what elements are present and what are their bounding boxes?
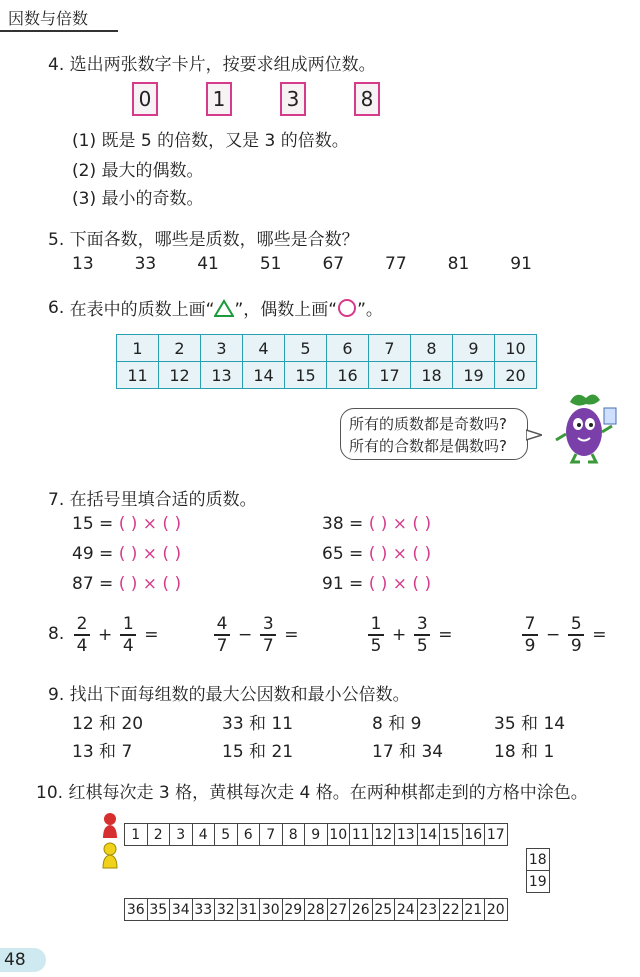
track-cell[interactable]: 7: [260, 824, 283, 846]
q7-right-1: [322, 514, 431, 534]
red-chess-piece-icon: [98, 812, 122, 840]
q7-right-3: [322, 574, 431, 594]
table-cell: 10: [495, 335, 537, 362]
q6-number: 6.: [48, 297, 65, 318]
track-cell[interactable]: 16: [462, 824, 485, 846]
fraction: [260, 614, 276, 656]
q7-number: 7.: [48, 490, 65, 510]
track-cell[interactable]: 3: [170, 824, 193, 846]
digit-card-3: 3: [280, 82, 306, 116]
page-number: 48: [0, 948, 46, 972]
chapter-title: 因数与倍数: [8, 9, 89, 28]
digit-card-1: 1: [206, 82, 232, 116]
q7-left-2: [72, 544, 181, 564]
q5-number-item: 77: [385, 254, 407, 274]
denominator: 9: [570, 635, 582, 656]
question-5: [48, 225, 359, 250]
table-cell: 19: [453, 362, 495, 389]
table-cell: 6: [327, 335, 369, 362]
track-cell[interactable]: 33: [192, 899, 215, 921]
q6-text-c: ”。: [357, 300, 383, 320]
track-cell[interactable]: 22: [440, 899, 463, 921]
track-cell[interactable]: 5: [215, 824, 238, 846]
q7-left-3: [72, 574, 181, 594]
q7-left-1: [72, 514, 181, 534]
track-cell[interactable]: 15: [440, 824, 463, 846]
track-cell[interactable]: 2: [147, 824, 170, 846]
table-cell: 3: [201, 335, 243, 362]
q4-item-3: (3) 最小的奇数。: [72, 189, 204, 209]
q7-right-2: [322, 544, 431, 564]
question-10: [36, 778, 588, 803]
answer-blank[interactable]: ( ) × ( ): [368, 514, 432, 534]
track-cell[interactable]: 12: [372, 824, 395, 846]
table-cell: 12: [159, 362, 201, 389]
denominator: 9: [524, 635, 536, 656]
fraction-expression-3: [368, 614, 453, 656]
q7-left-label: 15 =: [72, 514, 114, 534]
number-pair: 35 和 14: [494, 714, 566, 734]
fraction: [368, 614, 384, 656]
table-cell: 14: [243, 362, 285, 389]
fraction-expression-2: [214, 614, 299, 656]
track-cell[interactable]: 18: [527, 849, 550, 871]
answer-blank[interactable]: ( ) × ( ): [118, 514, 182, 534]
numerator: 2: [76, 614, 88, 634]
question-7: [48, 485, 257, 510]
numerator: 5: [570, 614, 582, 634]
denominator: 7: [216, 635, 228, 656]
answer-blank[interactable]: ( ) × ( ): [118, 544, 182, 564]
table-cell: 2: [159, 335, 201, 362]
q5-number-item: 33: [134, 254, 157, 274]
track-cell[interactable]: 8: [282, 824, 305, 846]
operator: +: [392, 624, 407, 645]
track-cell[interactable]: 36: [125, 899, 148, 921]
eggplant-mascot-icon: [548, 388, 620, 466]
track-cell[interactable]: 29: [282, 899, 305, 921]
q5-text: 下面各数，哪些是质数，哪些是合数？: [69, 230, 359, 250]
fraction-expression-4: [522, 614, 607, 656]
q10-text: 红棋每次走 3 格，黄棋每次走 4 格。在两种棋都走到的方格中涂色。: [68, 783, 588, 803]
track-cell[interactable]: 23: [417, 899, 440, 921]
table-cell: 18: [411, 362, 453, 389]
numerator: 3: [416, 614, 428, 634]
question-6: [48, 295, 383, 320]
q7-text: 在括号里填合适的质数。: [69, 490, 257, 510]
fraction: [522, 614, 538, 656]
fraction: [568, 614, 584, 656]
table-row: [117, 335, 537, 362]
track-cell[interactable]: 27: [327, 899, 350, 921]
q5-number-item: 91: [510, 254, 532, 274]
fraction: [74, 614, 90, 656]
track-cell[interactable]: 28: [305, 899, 328, 921]
q5-number-list: [72, 254, 532, 274]
denominator: 4: [122, 635, 134, 656]
q7-right-label: 38 =: [322, 514, 364, 534]
equals-sign: =: [438, 624, 453, 645]
table-cell: 20: [495, 362, 537, 389]
track-cell[interactable]: 34: [170, 899, 193, 921]
track-cell[interactable]: 35: [147, 899, 170, 921]
equals-sign: =: [144, 624, 159, 645]
answer-blank[interactable]: ( ) × ( ): [118, 574, 182, 594]
table-cell: 7: [369, 335, 411, 362]
table-cell: 8: [411, 335, 453, 362]
q5-number-item: 51: [259, 254, 282, 274]
answer-blank[interactable]: ( ) × ( ): [368, 574, 432, 594]
fraction: [414, 614, 430, 656]
track-top-row: [124, 823, 508, 846]
q5-number-item: 67: [322, 254, 345, 274]
number-pair: 17 和 34: [372, 742, 444, 762]
q8-number: 8.: [48, 624, 65, 644]
denominator: 5: [370, 635, 382, 656]
q5-number-item: 81: [447, 254, 470, 274]
numerator: 4: [216, 614, 228, 634]
track-cell[interactable]: 17: [485, 824, 508, 846]
denominator: 4: [76, 635, 88, 656]
denominator: 7: [262, 635, 274, 656]
table-cell: 16: [327, 362, 369, 389]
q5-number: 5.: [48, 230, 65, 250]
yellow-chess-piece-icon: [98, 842, 122, 870]
table-cell: 9: [453, 335, 495, 362]
numerator: 7: [524, 614, 536, 634]
q9-number: 9.: [48, 685, 65, 705]
q7-left-label: 49 =: [72, 544, 114, 564]
triangle-icon: [214, 299, 234, 317]
track-cell[interactable]: 11: [350, 824, 373, 846]
equals-sign: =: [592, 624, 607, 645]
number-pair: 33 和 11: [222, 714, 294, 734]
q4-number: 4.: [48, 55, 65, 75]
track-cell[interactable]: 10: [327, 824, 350, 846]
number-table: [116, 334, 537, 389]
table-cell: 1: [117, 335, 159, 362]
track-cell[interactable]: 14: [417, 824, 440, 846]
table-cell: 13: [201, 362, 243, 389]
track-cell[interactable]: 9: [305, 824, 328, 846]
q5-number-item: 13: [72, 254, 94, 274]
fraction-expression-1: [74, 614, 159, 656]
fraction: [214, 614, 230, 656]
numerator: 1: [370, 614, 382, 634]
track-cell[interactable]: 13: [395, 824, 418, 846]
track-cell[interactable]: 26: [350, 899, 373, 921]
digit-card-0: 0: [132, 82, 158, 116]
fraction: [120, 614, 136, 656]
q7-right-label: 91 =: [322, 574, 364, 594]
header-underline: [0, 30, 118, 32]
track-cell[interactable]: 30: [260, 899, 283, 921]
track-cell[interactable]: 21: [462, 899, 485, 921]
q7-right-label: 65 =: [322, 544, 364, 564]
table-row: [117, 362, 537, 389]
q6-text-b: ”，偶数上画“: [234, 300, 338, 320]
numerator: 1: [122, 614, 134, 634]
number-pair: 8 和 9: [372, 714, 422, 734]
answer-blank[interactable]: ( ) × ( ): [368, 544, 432, 564]
table-cell: 15: [285, 362, 327, 389]
q6-text-a: 在表中的质数上画“: [69, 300, 215, 320]
track-cell[interactable]: 19: [527, 871, 550, 893]
speech-bubble: [340, 408, 528, 460]
circle-icon: [337, 298, 357, 318]
table-cell: 5: [285, 335, 327, 362]
bubble-tail: [526, 428, 542, 442]
operator: −: [238, 624, 253, 645]
track-cell[interactable]: 4: [192, 824, 215, 846]
digit-card-8: 8: [354, 82, 380, 116]
table-cell: 17: [369, 362, 411, 389]
number-pair: 18 和 1: [494, 742, 555, 762]
number-pair: 15 和 21: [222, 742, 294, 762]
numerator: 3: [262, 614, 274, 634]
bubble-line-2: 所有的合数都是偶数吗?: [349, 437, 507, 455]
q10-number: 10.: [36, 783, 64, 803]
q7-left-label: 87 =: [72, 574, 114, 594]
track-side-column: [526, 848, 550, 893]
table-cell: 4: [243, 335, 285, 362]
q5-number-item: 41: [197, 254, 219, 274]
equals-sign: =: [284, 624, 299, 645]
operator: +: [98, 624, 113, 645]
track-cell[interactable]: 6: [237, 824, 260, 846]
number-pair: 12 和 20: [72, 714, 144, 734]
question-9: [48, 680, 410, 705]
track-bottom-row: [124, 898, 508, 921]
question-4: [48, 50, 376, 75]
bubble-line-1: 所有的质数都是奇数吗?: [349, 415, 507, 433]
track-cell[interactable]: 24: [395, 899, 418, 921]
operator: −: [546, 624, 561, 645]
table-cell: 11: [117, 362, 159, 389]
q4-item-1: (1) 既是 5 的倍数，又是 3 的倍数。: [72, 131, 349, 151]
denominator: 5: [416, 635, 428, 656]
track-cell[interactable]: 31: [237, 899, 260, 921]
number-pair: 13 和 7: [72, 742, 133, 762]
q4-item-2: (2) 最大的偶数。: [72, 161, 204, 181]
q4-text: 选出两张数字卡片，按要求组成两位数。: [69, 55, 376, 75]
track-cell[interactable]: 1: [125, 824, 148, 846]
track-cell[interactable]: 32: [215, 899, 238, 921]
track-cell[interactable]: 25: [372, 899, 395, 921]
track-cell[interactable]: 20: [485, 899, 508, 921]
q9-text: 找出下面每组数的最大公因数和最小公倍数。: [69, 685, 410, 705]
